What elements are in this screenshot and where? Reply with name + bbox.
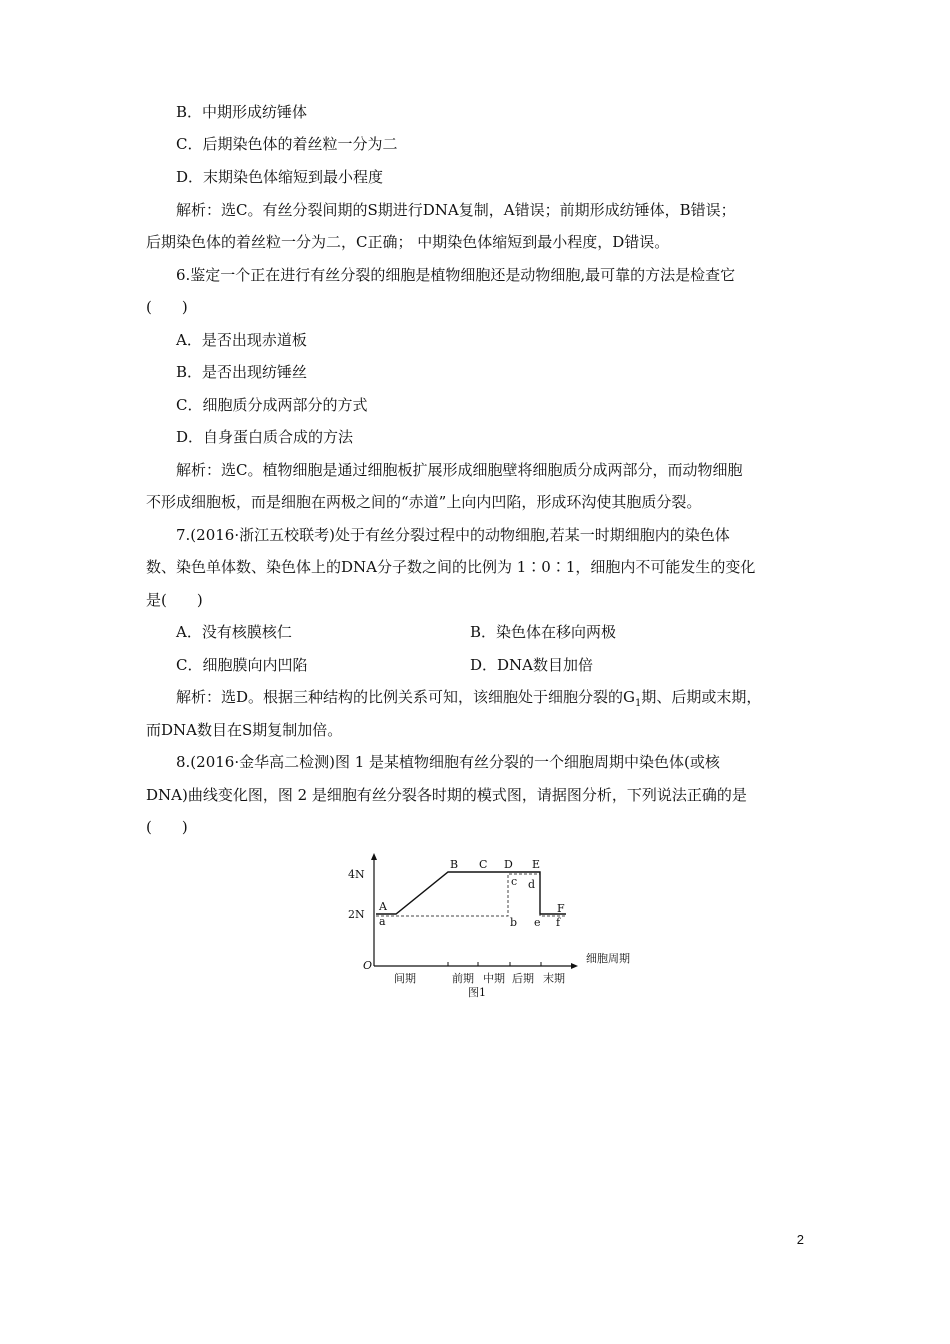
q8-stem-line-2: DNA)曲线变化图，图 2 是细胞有丝分裂各时期的模式图，请据图分析，下列说法正确的是 [146,786,747,804]
q6-stem-line-2: ( ) [146,298,188,316]
q6-option-a: A．是否出现赤道板 [176,331,307,349]
q7-analysis-line-1 [176,687,761,714]
q5-option-d: D．末期染色体缩短到最小程度 [176,168,384,186]
point-label-f-upper: F [557,902,565,915]
q7-option-b: B．染色体在移向两极 [470,623,617,641]
point-label-c-lower: c [511,875,518,888]
q7-option-d: D．DNA数目加倍 [470,656,594,674]
q6-analysis-line-2: 不形成细胞板，而是细胞在两极之间的“赤道”上向内凹陷，形成环沟使其胞质分裂。 [146,493,702,511]
q8-stem-line-1: 8.(2016·金华高二检测)图 1 是某植物细胞有丝分裂的一个细胞周期中染色体(或核 [176,753,720,771]
x-axis-title: 细胞周期 [586,952,630,965]
y-axis-arrow [371,853,377,860]
point-label-a-upper: A [379,900,387,913]
point-label-d-lower: d [528,878,536,891]
x-label-anaphase: 后期 [512,972,534,985]
point-label-e-upper: E [532,858,541,871]
chromosome-dashed-line [376,874,566,916]
figure-1-chart [338,848,648,998]
q6-option-d: D．自身蛋白质合成的方法 [176,428,354,446]
x-label-prophase: 前期 [452,972,474,985]
y-tick-2n: 2N [348,908,365,921]
q7-option-a: A．没有核膜核仁 [176,623,292,641]
q6-stem-line-1: 6.鉴定一个正在进行有丝分裂的细胞是植物细胞还是动物细胞,最可靠的方法是检查它 [176,266,736,284]
y-tick-4n: 4N [348,868,365,881]
q8-stem-line-3: ( ) [146,818,188,836]
x-label-interphase: 间期 [394,972,416,985]
point-label-a-lower: a [379,915,386,928]
q7-option-c: C．细胞膜向内凹陷 [176,656,308,674]
point-label-b-lower: b [510,916,518,929]
point-label-f-lower: f [556,916,561,929]
q5-option-b: B．中期形成纺锤体 [176,103,308,121]
q7-analysis-subscript: 1 [635,698,642,709]
q6-option-b: B．是否出现纺锤丝 [176,363,308,381]
q7-analysis-text-a: 解析：选D。根据三种结构的比例关系可知，该细胞处于细胞分裂的G [176,688,636,706]
page-number: 2 [796,1232,804,1247]
point-label-e-lower: e [534,916,541,929]
point-label-c-upper: C [479,858,488,871]
x-label-metaphase: 中期 [483,972,505,985]
x-label-telophase: 末期 [543,972,565,985]
point-label-b-upper: B [450,858,459,871]
q5-analysis-line-2: 后期染色体的着丝粒一分为二，C正确； 中期染色体缩短到最小程度，D错误。 [146,233,670,251]
q6-analysis-line-1: 解析：选C。植物细胞是通过细胞板扩展形成细胞壁将细胞质分成两部分，而动物细胞 [176,461,743,479]
q7-stem-line-2: 数、染色单体数、染色体上的DNA分子数之间的比例为 1∶0∶1，细胞内不可能发生的变化 [146,558,756,576]
q7-stem-line-3: 是( ) [146,591,203,609]
figure-caption: 图1 [468,986,486,998]
q7-analysis-text-b: 期、后期或末期， [641,688,762,706]
dna-solid-line [376,872,566,914]
point-label-d-upper: D [504,858,513,871]
q7-analysis-line-2: 而DNA数目在S期复制加倍。 [146,721,343,739]
q7-stem-line-1: 7.(2016·浙江五校联考)处于有丝分裂过程中的动物细胞,若某一时期细胞内的染色体 [176,526,730,544]
x-axis-arrow [571,963,578,969]
origin-label: O [363,959,373,972]
q5-analysis-line-1: 解析：选C。有丝分裂间期的S期进行DNA复制，A错误；前期形成纺锤体，B错误； [176,201,736,219]
q6-option-c: C．细胞质分成两部分的方式 [176,396,368,414]
q5-option-c: C．后期染色体的着丝粒一分为二 [176,135,398,153]
